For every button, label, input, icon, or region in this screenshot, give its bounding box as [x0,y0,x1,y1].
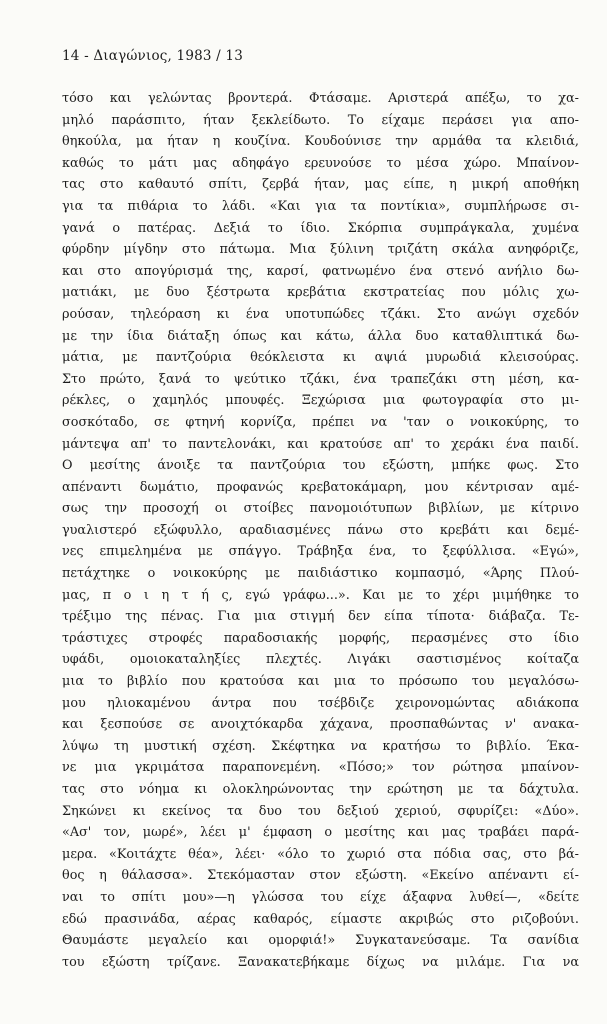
text-line: ρέκλες, ο χαμηλός μπουφές. Ξεχώρισα μια φωτογραφία στο μι- [62,393,579,409]
running-head: 14 - Διαγώνιος, 1983 / 13 [62,48,243,64]
text-line: μάντεψα απ' το παντελονάκι, και κρατούσε απ' το χεράκι ένα παιδί. [62,436,579,452]
text-line: μας, π ο ι η τ ή ς, εγώ γράφω...». Και με το χέρι μιμήθηκε το [62,587,579,603]
text-line: τόσο και γελώντας βροντερά. Φτάσαμε. Αριστερά απέξω, το χα- [62,91,579,106]
text-line: μερα. «Κοιτάχτε θέα», λέει· «όλο το χωριό στα πόδια σας, στο βά- [62,846,579,862]
text-line: θηκούλα, μα ήταν η κουζίνα. Κουδούνισε την αρμάθα τα κλειδιά, [62,134,579,150]
text-line: μηλό παράσπιτο, ήταν ξεκλείδωτο. Το είχαμε περάσει για απο- [62,112,579,128]
text-line: νε μια γκριμάτσα παραπονεμένη. «Πόσο;» τον ρώτησα μπαίνον- [62,760,579,776]
text-line: απέναντι δωμάτιο, προφανώς κρεβατοκάμαρη, μου κέντρισαν αμέ- [62,479,579,495]
text-line: σοσκόταδο, σε φτηνή κορνίζα, πρέπει να 'ταν ο νοικοκύρης, το [62,414,579,430]
text-line: καθώς το μάτι μας αδηφάγο ερευνούσε το μέσα χώρο. Μπαίνον- [62,155,579,171]
text-line: και ξεσπούσε σε ανοιχτόκαρδα χάχανα, προσπαθώντας ν' ανακα- [62,717,579,733]
text-line: φύρδην μίγδην στο πάτωμα. Μια ξύλινη τριζάτη σκάλα ανηφόριζε, [62,242,579,258]
text-line: Ο μεσίτης άνοιξε τα παντζούρια του εξώστη, μπήκε φως. Στο [62,458,579,474]
text-line: πετάχτηκε ο νοικοκύρης με παιδιάστικο κομπασμό, «Άρης Πλού- [62,566,579,582]
text-line: τας στο καθαυτό σπίτι, ζερβά ήταν, μας είπε, η μικρή αποθήκη [62,177,579,193]
text-line: ναι το σπίτι μου»—η γλώσσα του είχε άξαφνα λυθεί—, «δείτε [62,889,579,905]
text-line: Σηκώνει κι εκείνος τα δυο του δεξιού χεριού, σφυρίζει: «Δύο». [62,803,579,819]
text-line: σως την προσοχή οι στοίβες πανομοιότυπων βιβλίων, με κίτρινο [62,501,579,517]
body-text [62,88,579,973]
text-line: υφάδι, ομοιοκαταληξίες πλεχτές. Λιγάκι σαστισμένος κοίταζα [62,652,579,668]
text-line: τράστιχες στροφές παραδοσιακής μορφής, περασμένες στο ίδιο [62,630,579,646]
text-line: νες επιμελημένα με σπάγγο. Τράβηξα ένα, το ξεφύλλισα. «Εγώ», [62,544,579,560]
text-line: «Ασ' τον, μωρέ», λέει μ' έμφαση ο μεσίτης και μας τραβάει παρά- [62,825,579,841]
text-line: για τα πιθάρια το λάδι. «Και για τα ποντίκια», συμπλήρωσε σι- [62,198,579,214]
text-line: με την ίδια διάταξη όπως και κάτω, άλλα δυο καταθλιπτικά δω- [62,328,579,344]
text-line: γυαλιστερό εξώφυλλο, αραδιασμένες πάνω στο κρεβάτι και δεμέ- [62,522,579,538]
text-line: του εξώστη τρίζανε. Ξανακατεβήκαμε δίχως να μιλάμε. Για να [62,954,579,970]
text-line: μια το βιβλίο που κρατούσα και μια το πρόσωπο του μεγαλόσω- [62,674,579,690]
text-line: γανά ο πατέρας. Δεξιά το ίδιο. Σκόρπια συμπράγκαλα, χυμένα [62,220,579,236]
text-line: Στο πρώτο, ξανά το ψεύτικο τζάκι, ένα τραπεζάκι στη μέση, κα- [62,371,579,387]
text-line: εδώ πρασινάδα, αέρας καθαρός, είμαστε ακριβώς στο ριζοβούνι. [62,911,579,927]
text-line: και στο απογύρισμά της, καρσί, φατνωμένο ένα στενό ανήλιο δω- [62,263,579,279]
text-line: λύψω τη μυστική σχέση. Σκέφτηκα να κρατήσω το βιβλίο. Έκα- [62,738,579,754]
text-line: τρέξιμο της πένας. Για μια στιγμή δεν είπα τίποτα· διάβαζα. Τε- [62,609,579,625]
text-line: θος η θάλασσα». Στεκόμασταν στον εξώστη. «Εκείνο απέναντι εί- [62,868,579,884]
text-line: Θαυμάστε μεγαλείο και ομορφιά!» Συγκατανεύσαμε. Τα σανίδια [62,933,579,949]
text-line: ρούσαν, τηλεόραση κι ένα υποτυπώδες τζάκι. Στο ανώγι σχεδόν [62,306,579,322]
text-line: τας στο νόημα κι ολοκληρώνοντας την ερώτηση με τα δάχτυλα. [62,782,579,797]
text-line: μάτια, με παντζούρια θεόκλειστα κι αψιά μυρωδιά κλεισούρας. [62,350,579,366]
text-line: ματιάκι, με δυο ξέστρωτα κρεβάτια εκστρατείας που μόλις χω- [62,285,579,301]
text-line: μου ηλιοκαμένου άντρα που τσέβδιζε χειρονομώντας αδιάκοπα [62,695,579,711]
